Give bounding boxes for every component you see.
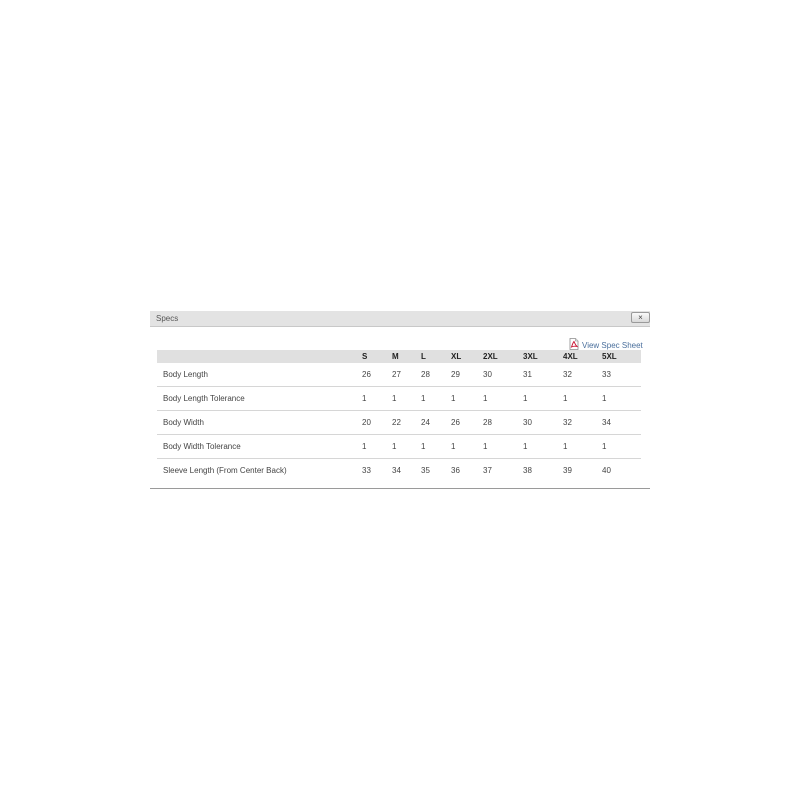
table-cell: 24 [421, 418, 430, 427]
column-header: L [421, 352, 426, 361]
table-cell: 40 [602, 466, 611, 475]
table-row [157, 435, 641, 459]
table-cell: 36 [451, 466, 460, 475]
column-header: 4XL [563, 352, 578, 361]
table-cell: 39 [563, 466, 572, 475]
table-cell: 1 [602, 442, 607, 451]
table-cell: 1 [523, 442, 528, 451]
size-spec-table [157, 350, 641, 482]
table-cell: 33 [362, 466, 371, 475]
table-cell: 30 [523, 418, 532, 427]
pdf-icon [569, 338, 579, 350]
table-cell: 1 [563, 442, 568, 451]
table-cell: 30 [483, 370, 492, 379]
close-button[interactable] [631, 312, 650, 323]
table-cell: 1 [421, 442, 426, 451]
table-cell: 1 [451, 394, 456, 403]
table-cell: 32 [563, 418, 572, 427]
column-header: 2XL [483, 352, 498, 361]
table-header-row [157, 350, 641, 363]
table-cell: 1 [421, 394, 426, 403]
table-row [157, 459, 641, 483]
table-cell: 1 [483, 394, 488, 403]
table-cell: 22 [392, 418, 401, 427]
view-spec-sheet-label: View Spec Sheet [582, 341, 643, 350]
column-header: 5XL [602, 352, 617, 361]
column-header: XL [451, 352, 462, 361]
row-label: Body Width Tolerance [163, 442, 241, 451]
table-cell: 1 [362, 442, 367, 451]
row-label: Body Length [163, 370, 208, 379]
table-cell: 34 [602, 418, 611, 427]
table-cell: 26 [451, 418, 460, 427]
table-cell: 38 [523, 466, 532, 475]
close-icon: × [638, 313, 643, 322]
table-cell: 1 [602, 394, 607, 403]
table-cell: 1 [563, 394, 568, 403]
table-cell: 37 [483, 466, 492, 475]
table-cell: 1 [392, 394, 397, 403]
table-cell: 27 [392, 370, 401, 379]
table-cell: 1 [451, 442, 456, 451]
table-row [157, 363, 641, 387]
table-row [157, 411, 641, 435]
table-cell: 26 [362, 370, 371, 379]
table-cell: 29 [451, 370, 460, 379]
dialog-titlebar [150, 311, 650, 327]
table-cell: 1 [362, 394, 367, 403]
table-cell: 20 [362, 418, 371, 427]
row-label: Body Length Tolerance [163, 394, 245, 403]
view-spec-sheet-link[interactable] [569, 336, 643, 350]
column-header: M [392, 352, 399, 361]
row-label: Sleeve Length (From Center Back) [163, 466, 287, 475]
header-blank [157, 350, 360, 363]
table-cell: 35 [421, 466, 430, 475]
table-cell: 1 [523, 394, 528, 403]
table-cell: 34 [392, 466, 401, 475]
row-label: Body Width [163, 418, 204, 427]
table-cell: 1 [483, 442, 488, 451]
table-cell: 32 [563, 370, 572, 379]
table-cell: 31 [523, 370, 532, 379]
specs-dialog [150, 311, 650, 489]
table-cell: 33 [602, 370, 611, 379]
table-cell: 1 [392, 442, 397, 451]
table-cell: 28 [483, 418, 492, 427]
column-header: 3XL [523, 352, 538, 361]
table-cell: 28 [421, 370, 430, 379]
table-row [157, 387, 641, 411]
dialog-title: Specs [156, 314, 179, 323]
column-header: S [362, 352, 368, 361]
